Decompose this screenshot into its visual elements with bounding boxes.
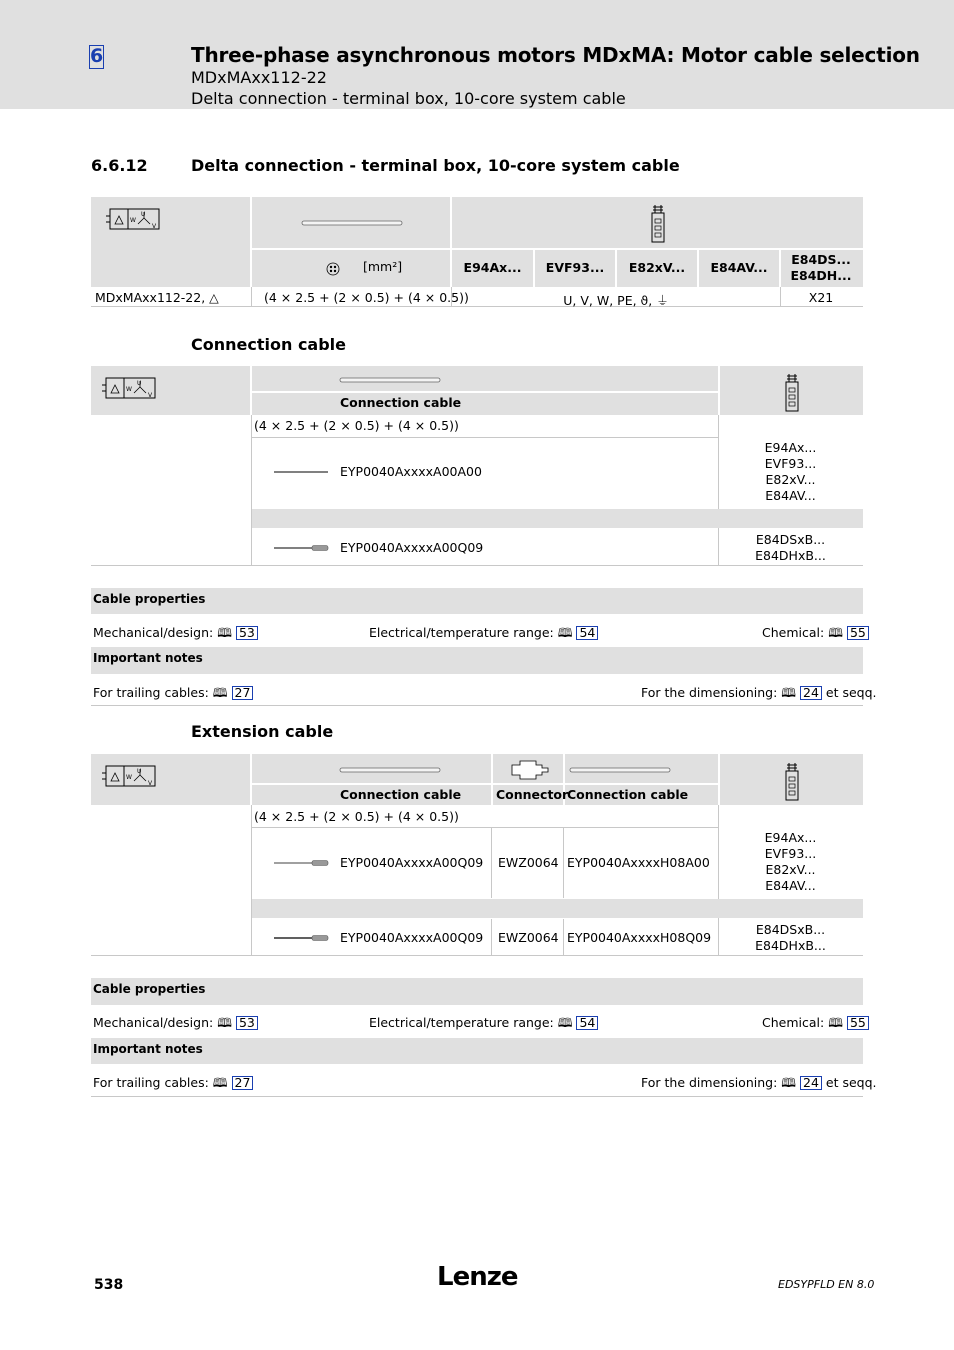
cable-icon	[302, 220, 402, 226]
part-number-row1: EYP0040AxxxxA00A00	[340, 464, 482, 479]
ext-part-number2-row2: EYP0040AxxxxH08Q09	[567, 930, 712, 945]
brand-logo: Lenze	[437, 1262, 518, 1292]
cross-section-cell: (4 × 2.5 + (2 × 0.5) + (4 × 0.5))	[264, 290, 469, 305]
page-number: 538	[94, 1277, 124, 1293]
ext-part-number-row2: EYP0040AxxxxA00Q09	[340, 930, 484, 945]
col-header-connection-cable: Connection cable	[340, 787, 462, 802]
col-header-e84dh: E84DH...	[790, 268, 852, 283]
cable-plug-icon	[274, 860, 328, 866]
chemical-ref: Chemical: 🕮 55	[762, 624, 869, 645]
page-link-24[interactable]: 24	[800, 686, 822, 700]
extension-cable-heading: Extension cable	[191, 722, 334, 741]
ext-part-number-row1: EYP0040AxxxxA00Q09	[340, 855, 484, 870]
inverter-list-row2: E84DSxB... E84DHxB...	[755, 532, 826, 563]
page-subtitle-connection: Delta connection - terminal box, 10-core system cable	[191, 89, 626, 108]
svg-text:V: V	[148, 780, 153, 787]
page-link-53[interactable]: 53	[236, 1016, 258, 1030]
motor-terminal-icon	[104, 206, 160, 232]
motor-terminal-icon	[100, 375, 156, 401]
unit-label: [mm²]	[363, 259, 403, 274]
trailing-cables-ref: For trailing cables: 🕮 27	[93, 1074, 253, 1095]
inverter-icon	[650, 205, 666, 243]
page-link-27[interactable]: 27	[232, 686, 254, 700]
section-title: Delta connection - terminal box, 10-core system cable	[191, 156, 680, 175]
page-link-54[interactable]: 54	[576, 1016, 598, 1030]
book-icon: 🕮	[557, 625, 573, 640]
dimensioning-ref: For the dimensioning: 🕮 24 et seqq.	[641, 1075, 877, 1090]
inverter-list-row1: E94Ax... EVF93... E82xV... E84AV...	[764, 440, 817, 503]
page-link-27[interactable]: 27	[232, 1076, 254, 1090]
connection-cross-section: (4 × 2.5 + (2 × 0.5) + (4 × 0.5))	[254, 418, 459, 433]
book-icon: 🕮	[212, 685, 228, 700]
col-header-connector: Connector	[496, 787, 569, 802]
cable-plug-icon	[274, 545, 328, 551]
x21-cell: X21	[808, 290, 834, 305]
svg-text:V: V	[152, 223, 157, 230]
mechanical-design-ref: Mechanical/design: 🕮 53	[93, 624, 258, 645]
important-notes-label: Important notes	[93, 1042, 203, 1056]
svg-text:W: W	[126, 774, 132, 781]
page-link-55[interactable]: 55	[847, 626, 869, 640]
section-number: 6.6.12	[91, 156, 148, 175]
document-id: EDSYPFLD EN 8.0	[778, 1278, 875, 1291]
cable-properties-label: Cable properties	[93, 982, 206, 996]
col-header-connection-cable: Connection cable	[340, 395, 462, 410]
terminals-cell: U, V, W, PE, ϑ, ⏚	[563, 293, 669, 308]
ext-inverter-list-row1: E94Ax... EVF93... E82xV... E84AV...	[764, 830, 817, 893]
col-header-e84av: E84AV...	[710, 260, 768, 275]
svg-text:W: W	[130, 217, 136, 224]
col-header-e84ds: E84DS...	[791, 252, 851, 267]
mechanical-design-ref: Mechanical/design: 🕮 53	[93, 1014, 258, 1035]
book-icon: 🕮	[781, 1075, 797, 1090]
cable-open-end-icon	[274, 471, 328, 473]
extension-cross-section: (4 × 2.5 + (2 × 0.5) + (4 × 0.5))	[254, 809, 459, 824]
ext-inverter-list-row2: E84DSxB... E84DHxB...	[755, 922, 826, 953]
inverter-icon	[784, 763, 800, 801]
col-header-e94ax: E94Ax...	[463, 260, 522, 275]
page-link-54[interactable]: 54	[576, 626, 598, 640]
ext-part-number2-row1: EYP0040AxxxxH08A00	[567, 855, 710, 870]
book-icon: 🕮	[557, 1015, 573, 1030]
svg-text:U: U	[137, 380, 142, 387]
chapter-number[interactable]: 6	[90, 45, 104, 67]
book-icon: 🕮	[781, 685, 797, 700]
ext-connector-row2: EWZ0064	[498, 930, 559, 945]
svg-text:W: W	[126, 386, 132, 393]
dimensioning-ref: For the dimensioning: 🕮 24 et seqq.	[641, 685, 877, 700]
page-link-55[interactable]: 55	[847, 1016, 869, 1030]
col-header-evf93: EVF93...	[545, 260, 605, 275]
part-number-row2: EYP0040AxxxxA00Q09	[340, 540, 484, 555]
cable-properties-label: Cable properties	[93, 592, 206, 606]
col-header-connection-cable-2: Connection cable	[567, 787, 689, 802]
book-icon: 🕮	[828, 625, 843, 640]
svg-text:U: U	[141, 211, 146, 218]
book-icon: 🕮	[828, 1015, 843, 1030]
motor-type-cell: MDxMAxx112-22, △	[95, 290, 219, 305]
page-link-24[interactable]: 24	[800, 1076, 822, 1090]
trailing-cables-ref: For trailing cables: 🕮 27	[93, 684, 253, 705]
svg-text:V: V	[148, 392, 153, 399]
cable-icon	[340, 377, 440, 383]
cross-section-icon	[326, 262, 340, 276]
col-header-e82xv: E82xV...	[628, 260, 686, 275]
connection-cable-heading: Connection cable	[191, 335, 347, 354]
svg-text:U: U	[137, 768, 142, 775]
cable-icon	[340, 767, 440, 773]
page-subtitle-motor: MDxMAxx112-22	[191, 68, 327, 87]
electrical-temperature-ref: Electrical/temperature range: 🕮 54	[369, 624, 598, 645]
electrical-temperature-ref: Electrical/temperature range: 🕮 54	[369, 1014, 598, 1035]
cable-plug-icon	[274, 935, 328, 941]
page-title: Three-phase asynchronous motors MDxMA: Motor cable selection	[191, 43, 920, 67]
chemical-ref: Chemical: 🕮 55	[762, 1014, 869, 1035]
connector-icon	[508, 760, 548, 780]
page-link-53[interactable]: 53	[236, 626, 258, 640]
ext-connector-row1: EWZ0064	[498, 855, 559, 870]
book-icon: 🕮	[217, 1015, 232, 1030]
motor-terminal-icon	[100, 763, 156, 789]
cable-icon	[570, 767, 670, 773]
important-notes-label: Important notes	[93, 651, 203, 665]
book-icon: 🕮	[212, 1075, 228, 1090]
book-icon: 🕮	[217, 625, 232, 640]
inverter-icon	[784, 374, 800, 412]
